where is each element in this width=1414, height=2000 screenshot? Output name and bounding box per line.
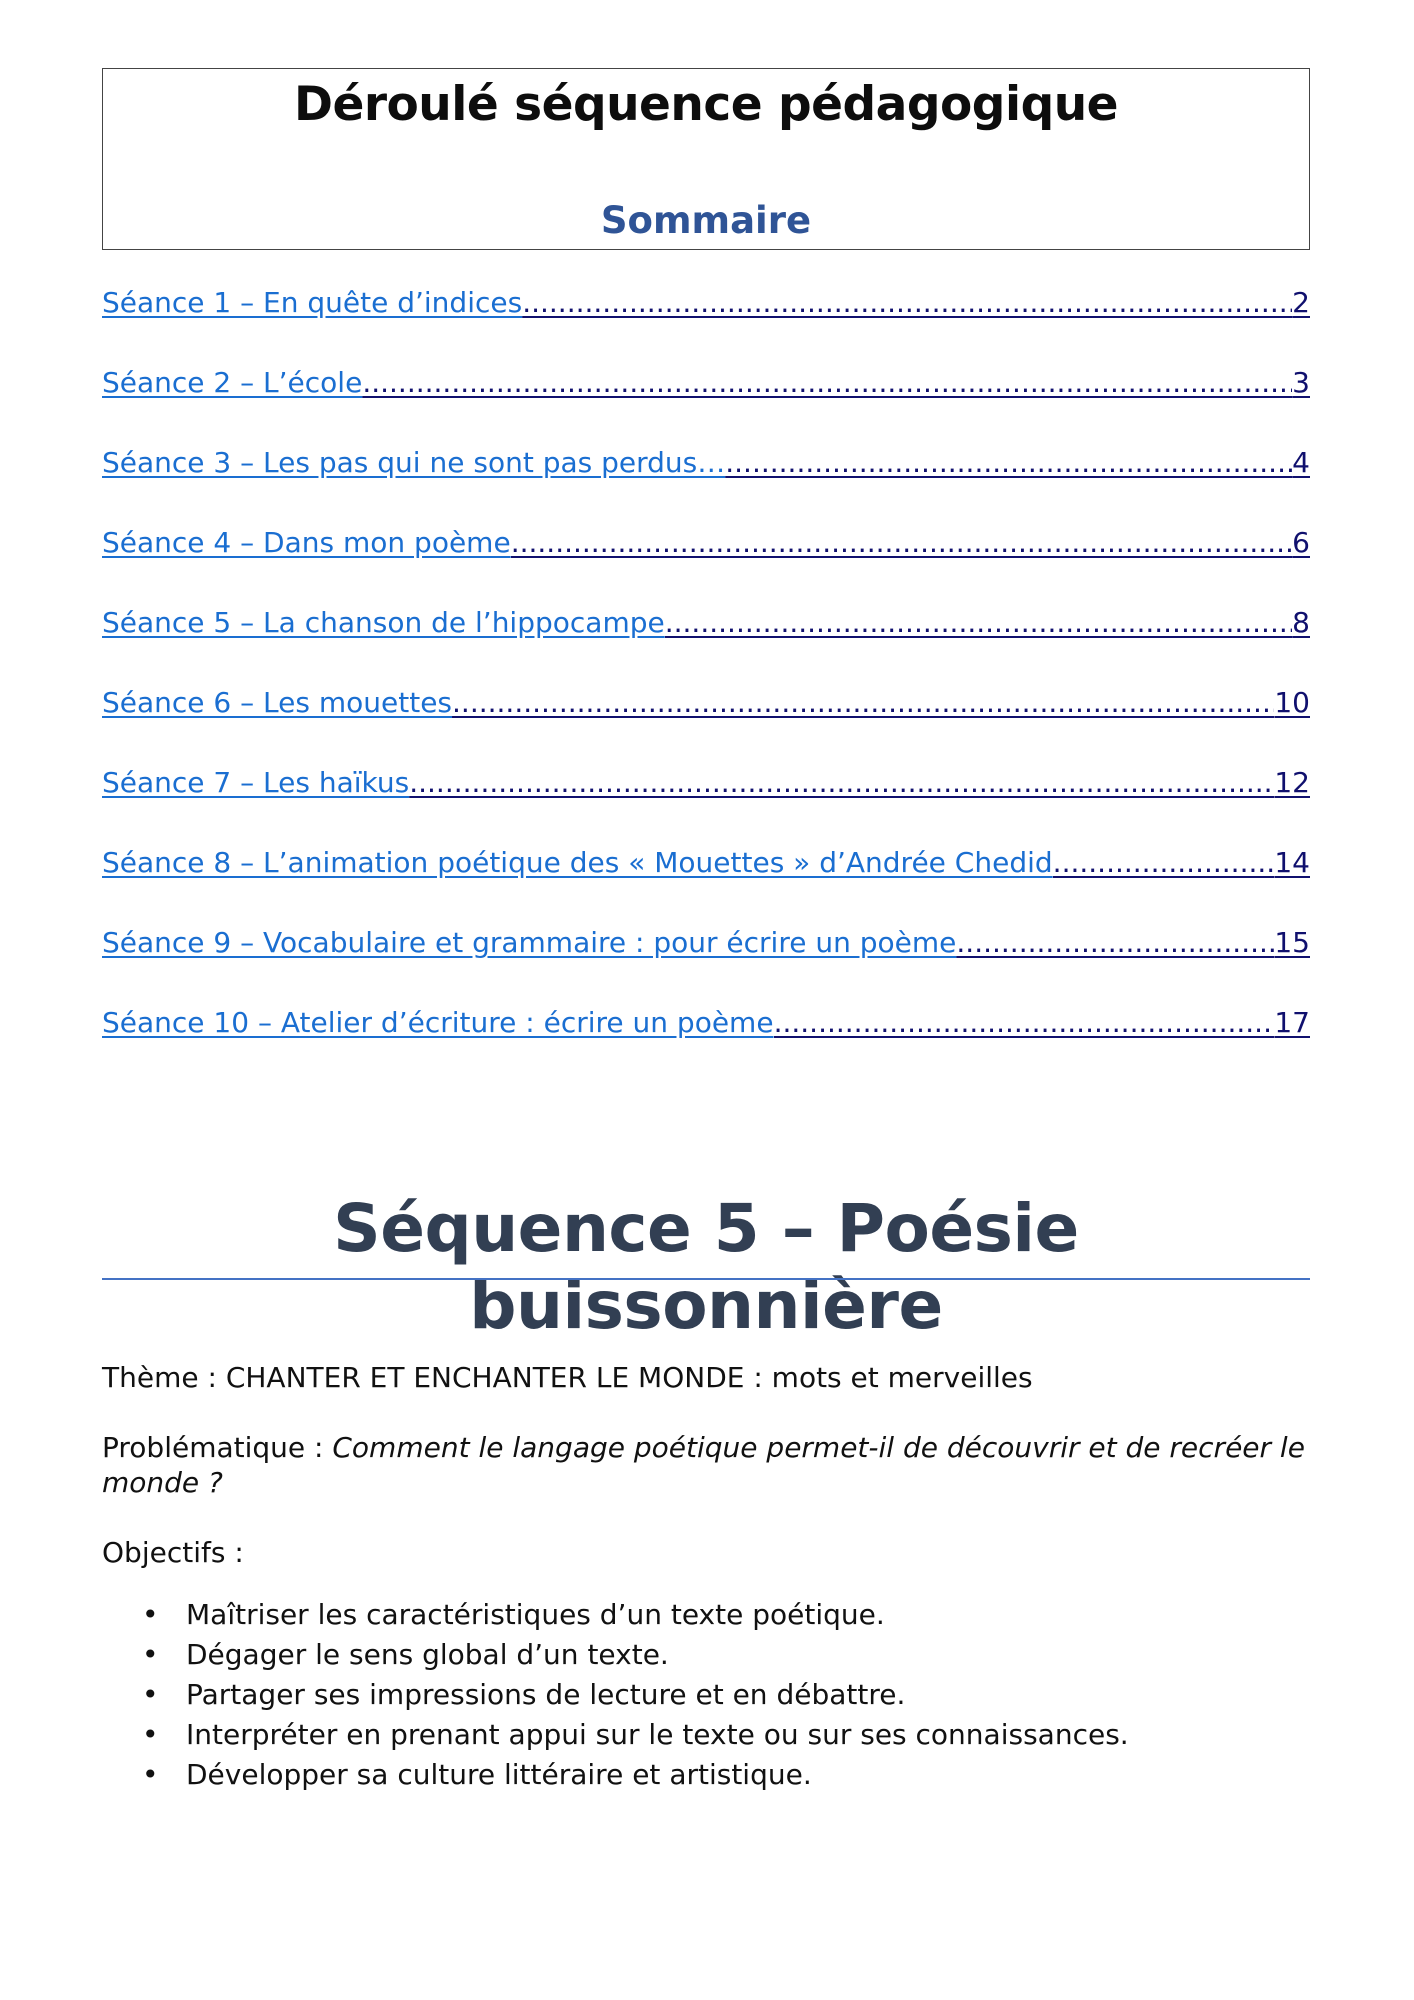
toc-entry-seance-1[interactable] (102, 286, 1310, 366)
objective-item (102, 1675, 1302, 1715)
bullet-icon: • (142, 1598, 159, 1631)
toc-entry-seance-3[interactable] (102, 446, 1310, 526)
objectives-label: Objectifs : (102, 1536, 244, 1569)
objective-text: Maîtriser les caractéristiques d’un texte poétique. (186, 1598, 885, 1631)
toc-entry-seance-6[interactable] (102, 686, 1310, 766)
bullet-icon: • (142, 1678, 159, 1711)
title-box (102, 68, 1310, 250)
toc-page-number[interactable]: 8 (1292, 606, 1310, 639)
toc-dot-leader (409, 766, 1274, 799)
toc-entry-seance-2[interactable] (102, 366, 1310, 446)
toc-page-number[interactable]: 3 (1292, 366, 1310, 399)
toc-entry-label[interactable]: Séance 9 – Vocabulaire et grammaire : pour écrire un poème (102, 926, 957, 959)
toc-heading: Sommaire (600, 199, 812, 242)
toc-dot-leader (774, 1006, 1275, 1039)
toc-page-number[interactable]: 12 (1274, 766, 1310, 799)
toc-dot-leader (511, 526, 1292, 559)
toc-page-number[interactable]: 15 (1274, 926, 1310, 959)
toc-page-number[interactable]: 10 (1274, 686, 1310, 719)
title-underline-divider (102, 1278, 1310, 1280)
document-title: Déroulé séquence pédagogique (293, 77, 1119, 132)
objective-text: Dégager le sens global d’un texte. (186, 1638, 669, 1671)
toc-dot-leader (956, 926, 1274, 959)
toc-entry-label[interactable]: Séance 3 – Les pas qui ne sont pas perdus… (102, 446, 726, 479)
bullet-icon: • (142, 1718, 159, 1751)
objective-text: Partager ses impressions de lecture et en débattre. (186, 1678, 906, 1711)
toc-dot-leader (725, 446, 1292, 479)
toc-dot-leader (665, 606, 1292, 639)
toc-page-number[interactable]: 17 (1274, 1006, 1310, 1039)
toc-entry-label[interactable]: Séance 4 – Dans mon poème (102, 526, 511, 559)
objectives-list (102, 1595, 1302, 1795)
bullet-icon: • (142, 1758, 159, 1791)
toc-page-number[interactable]: 4 (1292, 446, 1310, 479)
toc-entry-label[interactable]: Séance 8 – L’animation poétique des « Mouettes » d’Andrée Chedid (102, 846, 1053, 879)
objective-item (102, 1755, 1302, 1795)
toc-entry-label[interactable]: Séance 6 – Les mouettes (102, 686, 453, 719)
bullet-icon: • (142, 1638, 159, 1671)
problematique-question: Comment le langage poétique permet-il de découvrir et de recréer le monde ? (102, 1431, 1305, 1499)
toc-page-number[interactable]: 6 (1292, 526, 1310, 559)
objective-item (102, 1715, 1302, 1755)
toc-entry-seance-9[interactable] (102, 926, 1310, 1006)
toc-entry-seance-8[interactable] (102, 846, 1310, 926)
toc-entry-seance-5[interactable] (102, 606, 1310, 686)
sequence-title: Séquence 5 – Poésie buissonnière (333, 1190, 1079, 1344)
toc-dot-leader (522, 286, 1292, 319)
toc-dot-leader (362, 366, 1292, 399)
toc-entry-label[interactable]: Séance 10 – Atelier d’écriture : écrire un poème (102, 1006, 774, 1039)
objective-text: Développer sa culture littéraire et artistique. (186, 1758, 812, 1791)
toc-entry-seance-7[interactable] (102, 766, 1310, 846)
table-of-contents (102, 286, 1310, 1086)
toc-dot-leader (452, 686, 1274, 719)
problematique-paragraph (102, 1430, 1310, 1500)
toc-dot-leader (1053, 846, 1275, 879)
toc-page-number[interactable]: 14 (1274, 846, 1310, 879)
toc-entry-seance-10[interactable] (102, 1006, 1310, 1086)
objective-item (102, 1595, 1302, 1635)
toc-entry-label[interactable]: Séance 7 – Les haïkus (102, 766, 410, 799)
toc-entry-seance-4[interactable] (102, 526, 1310, 606)
toc-entry-label[interactable]: Séance 1 – En quête d’indices (102, 286, 523, 319)
objective-text: Interpréter en prenant appui sur le texte ou sur ses connaissances. (186, 1718, 1129, 1751)
theme-line: Thème : CHANTER ET ENCHANTER LE MONDE : mots et merveilles (102, 1361, 1033, 1394)
toc-entry-label[interactable]: Séance 5 – La chanson de l’hippocampe (102, 606, 665, 639)
toc-page-number[interactable]: 2 (1292, 286, 1310, 319)
objective-item (102, 1635, 1302, 1675)
toc-entry-label[interactable]: Séance 2 – L’école (102, 366, 363, 399)
problematique-label: Problématique : (102, 1431, 333, 1464)
